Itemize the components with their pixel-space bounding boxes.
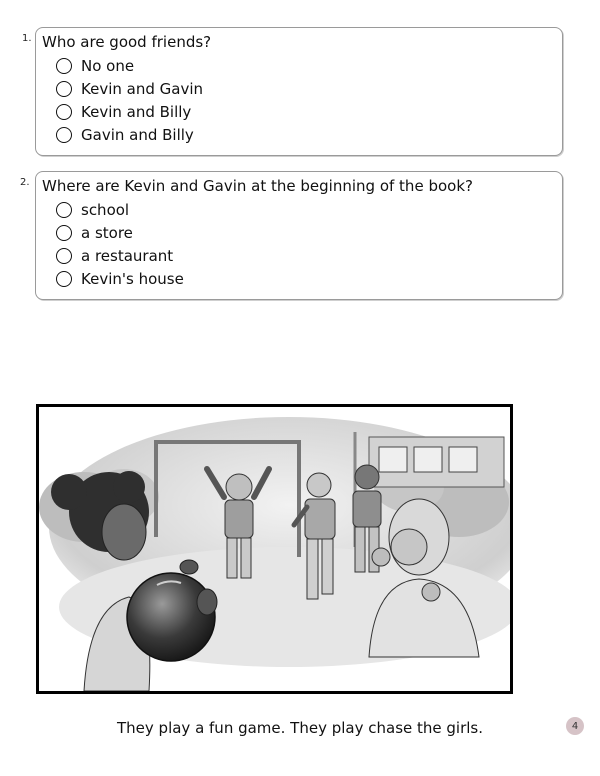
- radio-button[interactable]: [56, 127, 72, 143]
- page-number-badge: 4: [566, 717, 584, 735]
- radio-button[interactable]: [56, 104, 72, 120]
- story-illustration: [36, 404, 513, 694]
- option-label: a store: [81, 224, 133, 242]
- question-2-box: [35, 171, 563, 300]
- question-1-option-1[interactable]: [56, 56, 134, 76]
- question-2-option-1[interactable]: [56, 200, 129, 220]
- radio-button[interactable]: [56, 248, 72, 264]
- question-1-box: [35, 27, 563, 156]
- radio-button[interactable]: [56, 58, 72, 74]
- question-2-text: Where are Kevin and Gavin at the beginning of the book?: [42, 177, 473, 195]
- question-2-option-3[interactable]: [56, 246, 173, 266]
- radio-button[interactable]: [56, 202, 72, 218]
- option-label: Kevin and Gavin: [81, 80, 203, 98]
- question-1-option-4[interactable]: [56, 125, 194, 145]
- radio-button[interactable]: [56, 81, 72, 97]
- option-label: No one: [81, 57, 135, 75]
- option-label: a restaurant: [81, 247, 174, 265]
- question-2-option-2[interactable]: [56, 223, 133, 243]
- option-label: Kevin and Billy: [81, 103, 192, 121]
- radio-button[interactable]: [56, 225, 72, 241]
- question-1-option-3[interactable]: [56, 102, 191, 122]
- radio-button[interactable]: [56, 271, 72, 287]
- option-label: Gavin and Billy: [81, 126, 194, 144]
- playground-scene: [39, 407, 510, 691]
- question-2-option-4[interactable]: [56, 269, 184, 289]
- story-caption: They play a fun game. They play chase the girls.: [117, 719, 483, 737]
- question-1-number: 1.: [22, 33, 32, 44]
- question-1-text: Who are good friends?: [42, 33, 212, 51]
- question-1-option-2[interactable]: [56, 79, 203, 99]
- option-label: Kevin's house: [81, 270, 184, 288]
- option-label: school: [81, 201, 130, 219]
- question-2-number: 2.: [20, 177, 30, 188]
